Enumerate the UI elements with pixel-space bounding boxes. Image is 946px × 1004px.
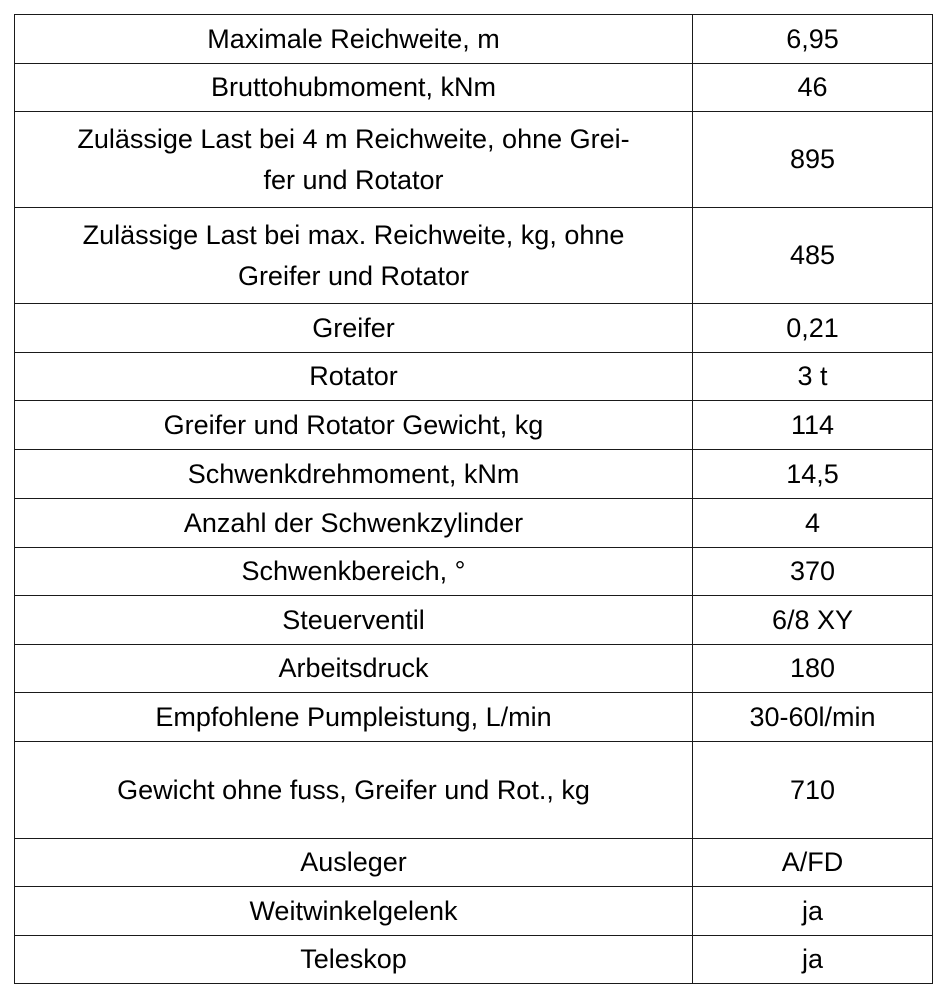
parameter-label: Zulässige Last bei 4 m Reichweite, ohne Grei- fer und Rotator xyxy=(15,112,693,208)
table-row xyxy=(15,936,933,984)
parameter-value: 6,95 xyxy=(693,15,933,64)
table-row xyxy=(15,839,933,887)
parameter-value: 46 xyxy=(693,64,933,112)
parameter-value: 0,21 xyxy=(693,304,933,353)
parameter-label: Steuerventil xyxy=(15,596,693,645)
table-row xyxy=(15,112,933,208)
table-row xyxy=(15,15,933,64)
table-row xyxy=(15,450,933,499)
parameter-value: 14,5 xyxy=(693,450,933,499)
table-row xyxy=(15,887,933,936)
table-row xyxy=(15,645,933,693)
parameter-label: Weitwinkelgelenk xyxy=(15,887,693,936)
table-row xyxy=(15,64,933,112)
table-row xyxy=(15,499,933,548)
table-row xyxy=(15,742,933,839)
parameter-label: Ausleger xyxy=(15,839,693,887)
parameter-label: Teleskop xyxy=(15,936,693,984)
table-row xyxy=(15,353,933,401)
parameter-label: Greifer xyxy=(15,304,693,353)
parameter-label: Arbeitsdruck xyxy=(15,645,693,693)
parameter-label: Zulässige Last bei max. Reichweite, kg, ohne Greifer und Rotator xyxy=(15,208,693,304)
parameter-value: 4 xyxy=(693,499,933,548)
specification-table xyxy=(14,14,933,984)
parameter-label: Anzahl der Schwenkzylinder xyxy=(15,499,693,548)
specification-table-body xyxy=(15,15,933,984)
parameter-label: Schwenkdrehmoment, kNm xyxy=(15,450,693,499)
parameter-label: Bruttohubmoment, kNm xyxy=(15,64,693,112)
parameter-value: 710 xyxy=(693,742,933,839)
parameter-value: 370 xyxy=(693,548,933,596)
parameter-label: Rotator xyxy=(15,353,693,401)
table-row xyxy=(15,693,933,742)
parameter-label: Gewicht ohne fuss, Greifer und Rot., kg xyxy=(15,742,693,839)
parameter-value: ja xyxy=(693,887,933,936)
parameter-value: 114 xyxy=(693,401,933,450)
table-row xyxy=(15,596,933,645)
parameter-label: Empfohlene Pumpleistung, L/min xyxy=(15,693,693,742)
parameter-value: 3 t xyxy=(693,353,933,401)
table-row xyxy=(15,401,933,450)
parameter-value: 6/8 XY xyxy=(693,596,933,645)
parameter-value: 180 xyxy=(693,645,933,693)
table-row xyxy=(15,304,933,353)
parameter-value: A/FD xyxy=(693,839,933,887)
table-row xyxy=(15,208,933,304)
parameter-label: Maximale Reichweite, m xyxy=(15,15,693,64)
parameter-value: 485 xyxy=(693,208,933,304)
parameter-value: 30-60l/min xyxy=(693,693,933,742)
parameter-label: Greifer und Rotator Gewicht, kg xyxy=(15,401,693,450)
table-row xyxy=(15,548,933,596)
parameter-value: ja xyxy=(693,936,933,984)
parameter-value: 895 xyxy=(693,112,933,208)
parameter-label: Schwenkbereich, ° xyxy=(15,548,693,596)
